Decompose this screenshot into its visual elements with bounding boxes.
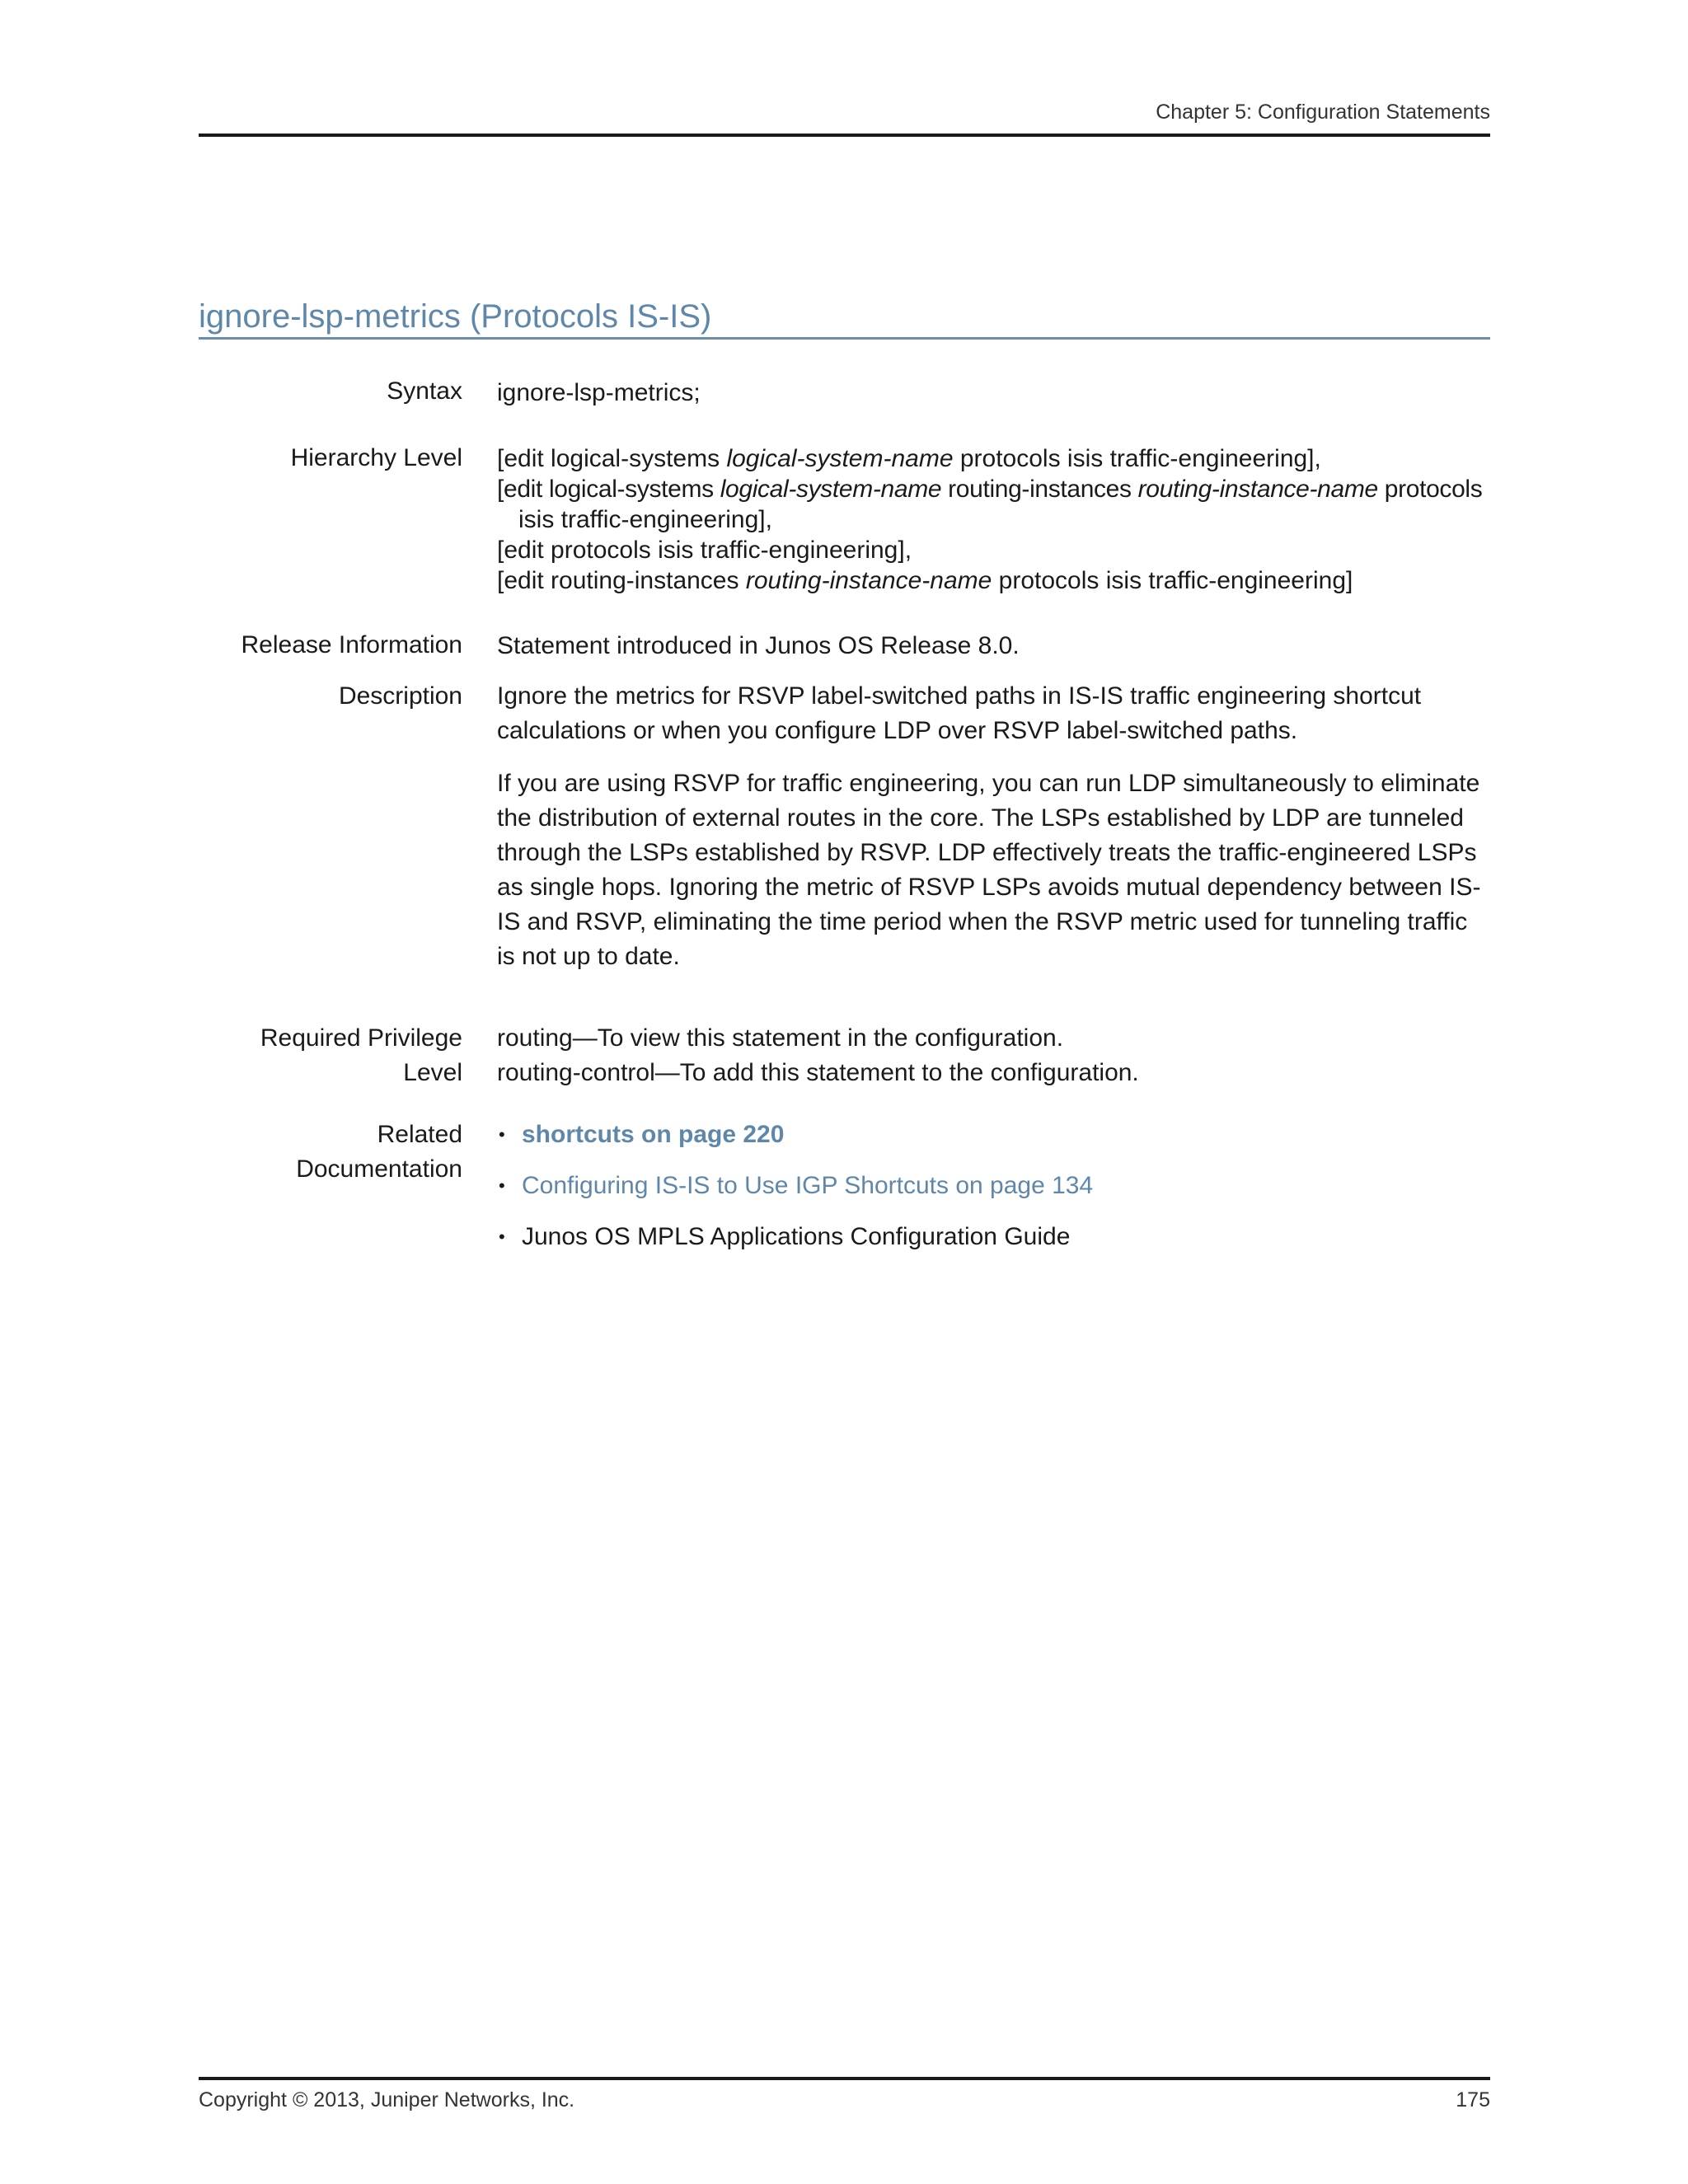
copyright: Copyright © 2013, Juniper Networks, Inc. bbox=[199, 2088, 575, 2111]
bullet-icon: • bbox=[499, 1226, 505, 1247]
hierarchy-label: Hierarchy Level bbox=[290, 444, 462, 471]
hierarchy-line-text: [edit routing-instances bbox=[497, 567, 746, 594]
chapter-title: Chapter 5: Configuration Statements bbox=[1156, 101, 1490, 124]
hierarchy-line bbox=[497, 474, 1491, 504]
title-block bbox=[199, 295, 1490, 340]
page-number: 175 bbox=[1456, 2088, 1490, 2111]
description-label: Description bbox=[338, 682, 462, 710]
hierarchy-line-variable: logical-system-name bbox=[726, 445, 954, 472]
hierarchy-line bbox=[497, 565, 1491, 596]
list-item bbox=[497, 1169, 1491, 1203]
privilege-line: routing-control—To add this statement to the configuration. bbox=[497, 1059, 1139, 1086]
related-list-block bbox=[497, 1118, 1491, 1271]
release-value: Statement introduced in Junos OS Release 8.0. bbox=[497, 632, 1020, 659]
privilege-label-line: Required Privilege bbox=[260, 1024, 462, 1052]
page-title: ignore-lsp-metrics (Protocols IS-IS) bbox=[199, 298, 712, 335]
link-configuring-isis-igp-shortcuts[interactable]: Configuring IS-IS to Use IGP Shortcuts on page 134 bbox=[522, 1172, 1094, 1199]
release-label: Release Information bbox=[241, 631, 462, 658]
privilege-label bbox=[199, 1021, 462, 1090]
hierarchy-line-text: protocols isis traffic-engineering], bbox=[953, 445, 1321, 472]
related-label-line: Documentation bbox=[296, 1155, 462, 1183]
hierarchy-line-text: protocols bbox=[1377, 476, 1483, 503]
hierarchy-lines bbox=[497, 443, 1491, 596]
bullet-icon: • bbox=[499, 1175, 505, 1196]
related-item-text: Junos OS MPLS Applications Configuration Guide bbox=[522, 1223, 1071, 1250]
syntax-value-block bbox=[497, 377, 1491, 408]
description-body bbox=[497, 679, 1491, 974]
syntax-label: Syntax bbox=[387, 377, 462, 405]
hierarchy-line bbox=[497, 443, 1491, 474]
privilege-line: routing—To view this statement in the configuration. bbox=[497, 1024, 1064, 1052]
page-footer bbox=[199, 2077, 1490, 2130]
link-shortcuts[interactable]: shortcuts on page 220 bbox=[522, 1121, 785, 1148]
hierarchy-line-text: [edit protocols isis traffic-engineering], bbox=[497, 537, 912, 564]
list-item bbox=[497, 1220, 1491, 1254]
hierarchy-line-text: isis traffic-engineering], bbox=[518, 506, 772, 533]
related-label bbox=[199, 1118, 462, 1187]
hierarchy-line-text: routing-instances bbox=[941, 476, 1138, 503]
hierarchy-line-text: [edit logical-systems bbox=[497, 445, 727, 472]
release-value-block bbox=[497, 630, 1491, 661]
page-header bbox=[199, 97, 1490, 137]
description-paragraph: If you are using RSVP for traffic engineering, you can run LDP simultaneously to eliminate the distribution of external routes in the core. The LSPs established by LDP are tunneled through the LSPs established by RSVP. LDP effectively treats the traffic-engineered LSPs as single hops. Ignoring the metric of RSVP LSPs avoids mutual dependency between IS-IS and RSVP, eliminating the time period when the RSVP metric used for tunneling traffic is not up to date. bbox=[497, 770, 1481, 970]
privilege-lines bbox=[497, 1021, 1491, 1090]
hierarchy-line bbox=[497, 504, 1491, 535]
list-item bbox=[497, 1118, 1491, 1152]
hierarchy-line-text: [edit logical-systems bbox=[497, 476, 720, 503]
hierarchy-line-variable: routing-instance-name bbox=[745, 567, 992, 594]
description-paragraph: Ignore the metrics for RSVP label-switched paths in IS-IS traffic engineering shortcut calculations or when you configure LDP over RSVP label-switched paths. bbox=[497, 682, 1422, 744]
privilege-label-line: Level bbox=[403, 1059, 462, 1086]
syntax-value: ignore-lsp-metrics; bbox=[497, 379, 701, 406]
bullet-icon: • bbox=[499, 1124, 505, 1145]
related-label-line: Related bbox=[377, 1121, 462, 1148]
hierarchy-line bbox=[497, 535, 1491, 565]
hierarchy-line-variable: routing-instance-name bbox=[1137, 476, 1378, 503]
hierarchy-line-variable: logical-system-name bbox=[720, 476, 942, 503]
hierarchy-line-text: protocols isis traffic-engineering] bbox=[992, 567, 1353, 594]
related-list bbox=[497, 1118, 1491, 1254]
